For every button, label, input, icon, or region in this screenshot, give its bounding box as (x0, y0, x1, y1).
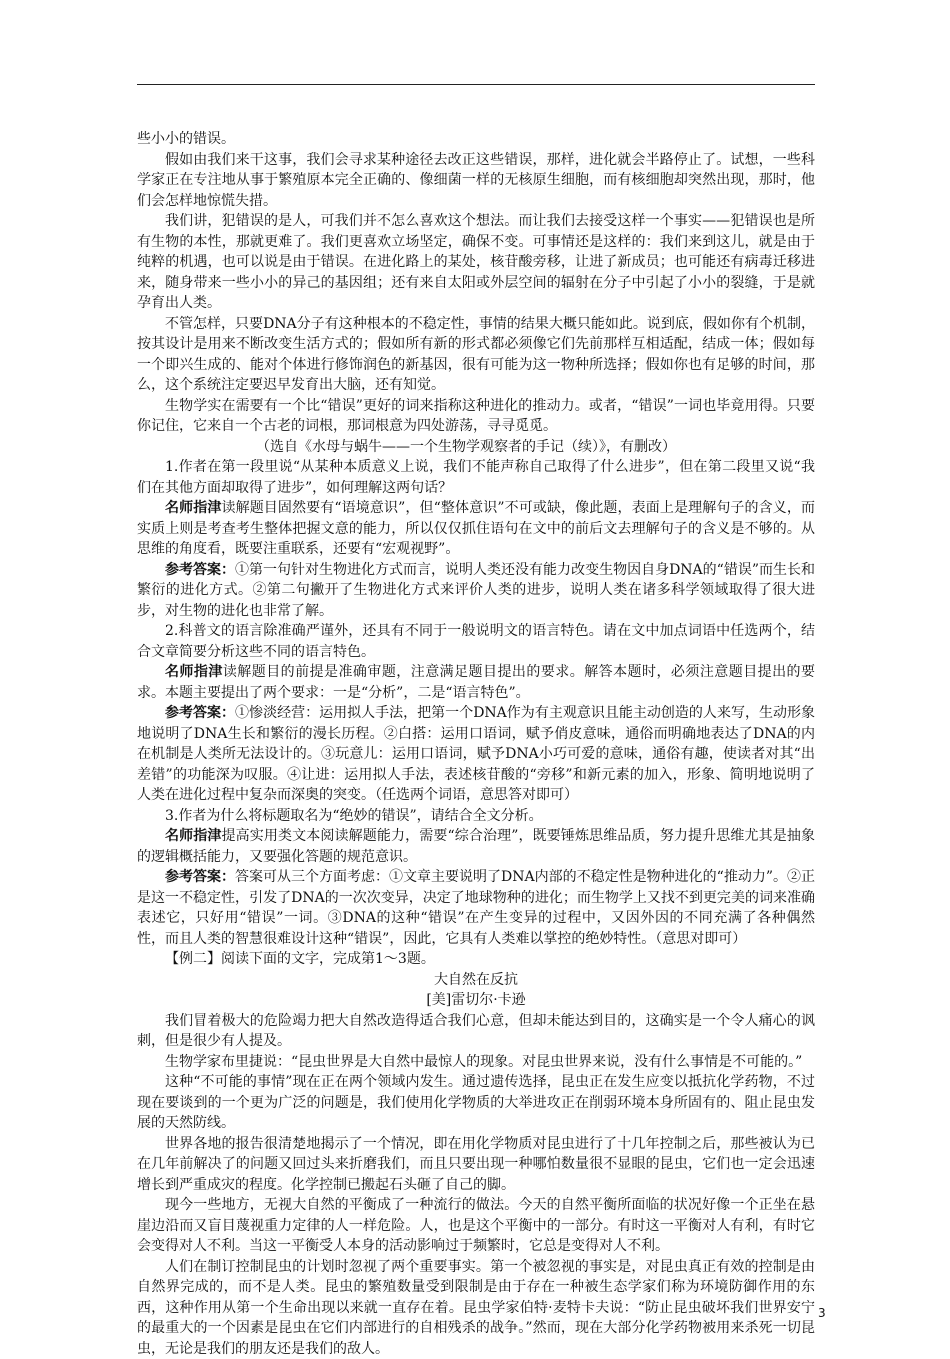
source-citation: （选自《水母与蜗牛——一个生物学观察者的手记（续）》，有删改） (137, 437, 815, 458)
paragraph: 人们在制订控制昆虫的计划时忽视了两个重要事实。第一个被忽视的事实是，对昆虫真正有效的控制是由自然界完成的，而不是人类。昆虫的繁殖数量受到限制是由于存在一种被生态学家们称为环境防御作用的东西，这种作用从第一个生命出现以来就一直存在着。昆虫学家伯特·麦特卡夫说：“防止昆虫破坏我们世界安宁的最重大的一个因素是昆虫在它们内部进行的自相残杀的战争。”然而，现在大部分化学药物被用来杀死一切昆虫，无论是我们的朋友还是我们的敌人。 (137, 1257, 815, 1359)
teacher-guide-2 (137, 662, 815, 703)
paragraph: 我们讲，犯错误的是人，可我们并不怎么喜欢这个想法。而让我们去接受这样一个事实——犯错误也是所有生物的本性，那就更难了。我们更喜欢立场坚定，确保不变。可事情还是这样的：我们来到这儿，就是由于纯粹的机遇，也可以说是由于错误。在进化路上的某处，核苷酸旁移，让进了新成员；也可能还有病毒迁移进来，随身带来一些小小的异己的基因组；还有来自太阳或外层空间的辐射在分子中引起了小小的裂缝，于是就孕育出人类。 (137, 211, 815, 314)
teacher-guide-label: 名师指津 (165, 664, 223, 680)
answer-label: 参考答案： (165, 562, 235, 578)
answer-2 (137, 703, 815, 806)
question-2: 2.科普文的语言除准确严谨外，还具有不同于一般说明文的语言特色。请在文中加点词语中任选两个，结合文章简要分析这些不同的语言特色。 (137, 621, 815, 662)
teacher-guide-3 (137, 826, 815, 867)
paragraph: 生物学实在需要有一个比“错误”更好的词来指称这种进化的推动力。或者，“错误”一词也毕竟用得。只要你记住，它来自一个古老的词根，那词根意为四处游荡，寻寻觅觅。 (137, 396, 815, 437)
paragraph: 世界各地的报告很清楚地揭示了一个情况，即在用化学物质对昆虫进行了十几年控制之后，那些被认为已在几年前解决了的问题又回过头来折磨我们，而且只要出现一种哪怕数量很不显眼的昆虫，它们也一定会迅速增长到严重成灾的程度。化学控制已搬起石头砸了自己的脚。 (137, 1134, 815, 1196)
answer-text: ①第一句针对生物进化方式而言，说明人类还没有能力改变生物因自身DNA的“错误”而生长和繁衍的进化方式。②第二句撇开了生物进化方式来评价人类的进步，说明人类在诸多科学领域取得了很大进步，对生物的进化也非常了解。 (137, 562, 815, 619)
answer-label: 参考答案： (165, 705, 235, 721)
question-1: 1.作者在第一段里说“从某种本质意义上说，我们不能声称自己取得了什么进步”，但在第二段里又说“我们在其他方面却取得了进步”，如何理解这两句话？ (137, 457, 815, 498)
document-body (137, 129, 815, 1359)
paragraph: 些小小的错误。 (137, 129, 815, 150)
answer-label: 参考答案： (165, 869, 235, 885)
paragraph: 现今一些地方，无视大自然的平衡成了一种流行的做法。今天的自然平衡所面临的状况好像一个正坐在悬崖边沿而又盲目蔑视重力定律的人一样危险。人，也是这个平衡中的一部分。有时这一平衡对人有利，有时它会变得对人不利。当这一平衡受人本身的活动影响过于频繁时，它总是变得对人不利。 (137, 1195, 815, 1257)
paragraph: 我们冒着极大的危险竭力把大自然改造得适合我们心意，但却未能达到目的，这确实是一个令人痛心的讽刺，但是很少有人提及。 (137, 1011, 815, 1052)
article-author: [美]雷切尔·卡逊 (137, 990, 815, 1011)
teacher-guide-label: 名师指津 (165, 828, 222, 844)
answer-3 (137, 867, 815, 949)
answer-text: 答案可从三个方面考虑：①文章主要说明了DNA内部的不稳定性是物种进化的“推动力”。②正是这一不稳定性，引发了DNA的一次次变异，决定了地球物种的进化；而生物学上又找不到更完美的词来准确表述它，只好用“错误”一词。③DNA的这种“错误”在产生变异的过程中，又因外因的不同充满了各种偶然性，而且人类的智慧很难设计这种“错误”，因此，它具有人类难以掌控的绝妙特性。（意思对即可） (137, 869, 815, 947)
paragraph: 生物学家布里捷说：“昆虫世界是大自然中最惊人的现象。对昆虫世界来说，没有什么事情是不可能的。” (137, 1052, 815, 1073)
paragraph: 假如由我们来干这事，我们会寻求某种途径去改正这些错误，那样，进化就会半路停止了。试想，一些科学家正在专注地从事于繁殖原本完全正确的、像细菌一样的无核原生细胞，而有核细胞却突然出现，那时，他们会怎样地惊慌失措。 (137, 150, 815, 212)
answer-text: ①惨淡经营：运用拟人手法，把第一个DNA作为有主观意识且能主动创造的人来写，生动形象地说明了DNA生长和繁衍的漫长历程。②白搭：运用口语词，赋予俏皮意味，通俗而明确地表达了DNA的内在机制是人类所无法设计的。③玩意儿：运用口语词，赋予DNA小巧可爱的意味，通俗有趣，使读者对其“出差错”的功能深为叹服。④让进：运用拟人手法，表述核苷酸的“旁移”和新元素的加入，形象、简明地说明了人类在进化过程中复杂而深奥的突变。（任选两个词语，意思答对即可） (137, 705, 815, 803)
paragraph: 不管怎样，只要DNA分子有这种根本的不稳定性，事情的结果大概只能如此。说到底，假如你有个机制，按其设计是用来不断改变生活方式的；假如所有新的形式都必须像它们先前那样互相适配，结成一体；假如每一个即兴生成的、能对个体进行修饰润色的新基因，很有可能为这一物种所选择；假如你也有足够的时间，那么，这个系统注定要迟早发育出大脑，还有知觉。 (137, 314, 815, 396)
teacher-guide-1 (137, 498, 815, 560)
paragraph: 这种“不可能的事情”现在正在两个领域内发生。通过遗传选择，昆虫正在发生应变以抵抗化学药物，不过现在要谈到的一个更为广泛的问题是，我们使用化学物质的大举进攻正在削弱环境本身所固有的、阻止昆虫发展的天然防线。 (137, 1072, 815, 1134)
teacher-guide-text: 读解题目固然要有“语境意识”，但“整体意识”不可或缺，像此题，表面上是理解句子的含义，而实质上则是考查考生整体把握文意的能力，所以仅仅抓住语句在文中的前后文去理解句子的含义是不够的。从思维的角度看，既要注重联系，还要有“宏观视野”。 (137, 500, 815, 557)
teacher-guide-label: 名师指津 (165, 500, 221, 516)
page-number: 3 (818, 1306, 826, 1320)
teacher-guide-text: 提高实用类文本阅读解题能力，需要“综合治理”，既要锤炼思维品质，努力提升思维尤其是抽象的逻辑概括能力，又要强化答题的规范意识。 (137, 828, 815, 865)
question-3: 3.作者为什么将标题取名为“绝妙的错误”，请结合全文分析。 (137, 806, 815, 827)
answer-1 (137, 560, 815, 622)
teacher-guide-text: 读解题目的前提是准确审题，注意满足题目提出的要求。解答本题时，必须注意题目提出的要求。本题主要提出了两个要求：一是“分析”，二是“语言特色”。 (137, 664, 815, 701)
article-title: 大自然在反抗 (137, 970, 815, 991)
header-rule (137, 84, 815, 85)
example-heading: 【例二】阅读下面的文字，完成第1～3题。 (137, 949, 815, 970)
